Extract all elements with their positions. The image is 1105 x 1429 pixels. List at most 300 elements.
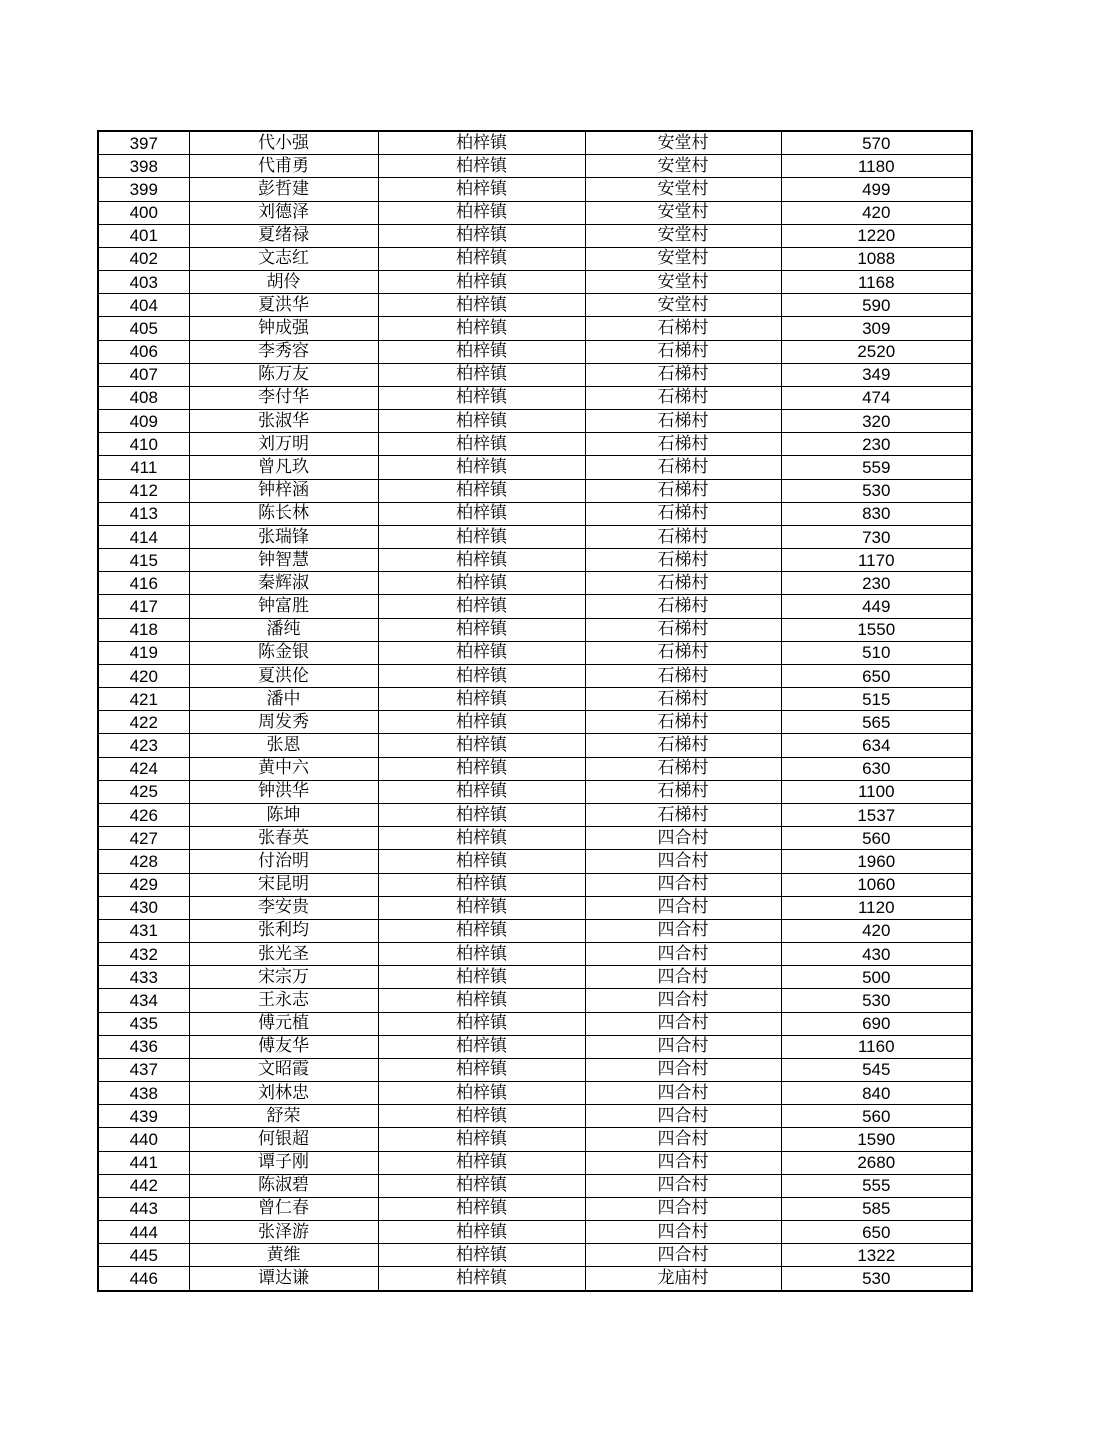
table-row [98,803,972,826]
cell-serial-number: 442 [98,1174,189,1197]
cell-village: 四合村 [585,1221,781,1244]
cell-village: 四合村 [585,989,781,1012]
cell-serial-number: 444 [98,1221,189,1244]
cell-person-name: 钟智慧 [189,549,378,572]
cell-town: 柏梓镇 [378,155,585,178]
cell-serial-number: 436 [98,1035,189,1058]
cell-person-name: 潘纯 [189,618,378,641]
cell-village: 四合村 [585,850,781,873]
cell-serial-number: 438 [98,1082,189,1105]
cell-amount: 560 [781,827,972,850]
cell-serial-number: 404 [98,294,189,317]
cell-village: 石梯村 [585,340,781,363]
cell-serial-number: 418 [98,618,189,641]
cell-serial-number: 402 [98,247,189,270]
cell-town: 柏梓镇 [378,734,585,757]
cell-person-name: 宋昆明 [189,873,378,896]
cell-town: 柏梓镇 [378,803,585,826]
cell-serial-number: 401 [98,224,189,247]
cell-amount: 730 [781,525,972,548]
cell-person-name: 文昭霞 [189,1058,378,1081]
cell-amount: 2680 [781,1151,972,1174]
table-row [98,688,972,711]
cell-person-name: 张瑞锋 [189,525,378,548]
cell-serial-number: 420 [98,664,189,687]
cell-town: 柏梓镇 [378,294,585,317]
cell-amount: 590 [781,294,972,317]
cell-town: 柏梓镇 [378,641,585,664]
table-row [98,294,972,317]
cell-village: 石梯村 [585,780,781,803]
cell-person-name: 谭达谦 [189,1267,378,1291]
cell-serial-number: 405 [98,317,189,340]
cell-town: 柏梓镇 [378,456,585,479]
cell-town: 柏梓镇 [378,572,585,595]
cell-village: 石梯村 [585,502,781,525]
table-row [98,966,972,989]
cell-town: 柏梓镇 [378,827,585,850]
table-row [98,711,972,734]
cell-person-name: 张春英 [189,827,378,850]
table-row [98,247,972,270]
cell-amount: 634 [781,734,972,757]
cell-village: 石梯村 [585,757,781,780]
cell-amount: 830 [781,502,972,525]
cell-person-name: 李付华 [189,386,378,409]
table-row [98,549,972,572]
cell-person-name: 钟洪华 [189,780,378,803]
cell-village: 石梯村 [585,803,781,826]
table-row [98,896,972,919]
table-row [98,1012,972,1035]
cell-serial-number: 434 [98,989,189,1012]
cell-person-name: 刘万明 [189,433,378,456]
cell-amount: 1100 [781,780,972,803]
cell-person-name: 付治明 [189,850,378,873]
cell-amount: 309 [781,317,972,340]
table-row [98,734,972,757]
cell-town: 柏梓镇 [378,1244,585,1267]
cell-serial-number: 446 [98,1267,189,1291]
cell-amount: 499 [781,178,972,201]
cell-village: 四合村 [585,966,781,989]
cell-town: 柏梓镇 [378,873,585,896]
cell-serial-number: 410 [98,433,189,456]
cell-amount: 1537 [781,803,972,826]
cell-serial-number: 408 [98,386,189,409]
table-row [98,757,972,780]
cell-town: 柏梓镇 [378,224,585,247]
cell-person-name: 曾凡玖 [189,456,378,479]
cell-amount: 349 [781,363,972,386]
table-row [98,827,972,850]
cell-person-name: 李秀容 [189,340,378,363]
table-row [98,595,972,618]
cell-person-name: 王永志 [189,989,378,1012]
cell-serial-number: 415 [98,549,189,572]
cell-town: 柏梓镇 [378,479,585,502]
table-row [98,873,972,896]
cell-village: 石梯村 [585,479,781,502]
cell-person-name: 张恩 [189,734,378,757]
cell-town: 柏梓镇 [378,317,585,340]
cell-person-name: 文志红 [189,247,378,270]
cell-amount: 230 [781,572,972,595]
cell-serial-number: 409 [98,410,189,433]
cell-town: 柏梓镇 [378,340,585,363]
cell-person-name: 钟富胜 [189,595,378,618]
cell-serial-number: 431 [98,919,189,942]
cell-person-name: 刘德泽 [189,201,378,224]
cell-person-name: 夏洪华 [189,294,378,317]
cell-amount: 570 [781,131,972,155]
table-row [98,201,972,224]
cell-town: 柏梓镇 [378,688,585,711]
cell-amount: 530 [781,1267,972,1291]
cell-town: 柏梓镇 [378,1151,585,1174]
cell-town: 柏梓镇 [378,711,585,734]
cell-serial-number: 399 [98,178,189,201]
cell-amount: 1550 [781,618,972,641]
cell-village: 四合村 [585,1058,781,1081]
cell-amount: 1170 [781,549,972,572]
table-row [98,1058,972,1081]
cell-town: 柏梓镇 [378,549,585,572]
cell-amount: 500 [781,966,972,989]
cell-amount: 630 [781,757,972,780]
cell-serial-number: 406 [98,340,189,363]
cell-amount: 650 [781,1221,972,1244]
cell-village: 四合村 [585,1012,781,1035]
cell-serial-number: 430 [98,896,189,919]
table-row [98,1197,972,1220]
cell-town: 柏梓镇 [378,525,585,548]
table-row [98,410,972,433]
cell-person-name: 曾仁春 [189,1197,378,1220]
cell-serial-number: 428 [98,850,189,873]
cell-serial-number: 429 [98,873,189,896]
table-row [98,1151,972,1174]
cell-village: 石梯村 [585,734,781,757]
cell-serial-number: 421 [98,688,189,711]
cell-person-name: 代甫勇 [189,155,378,178]
cell-town: 柏梓镇 [378,201,585,224]
cell-person-name: 胡伶 [189,271,378,294]
table-row [98,1128,972,1151]
cell-village: 四合村 [585,1151,781,1174]
cell-amount: 420 [781,201,972,224]
cell-town: 柏梓镇 [378,502,585,525]
table-row [98,525,972,548]
cell-serial-number: 440 [98,1128,189,1151]
cell-village: 安堂村 [585,224,781,247]
cell-town: 柏梓镇 [378,271,585,294]
cell-person-name: 陈金银 [189,641,378,664]
cell-amount: 1168 [781,271,972,294]
cell-amount: 1322 [781,1244,972,1267]
cell-village: 四合村 [585,1105,781,1128]
cell-village: 石梯村 [585,688,781,711]
cell-town: 柏梓镇 [378,618,585,641]
cell-serial-number: 445 [98,1244,189,1267]
cell-amount: 1960 [781,850,972,873]
cell-village: 石梯村 [585,363,781,386]
cell-person-name: 潘中 [189,688,378,711]
table-row [98,618,972,641]
cell-amount: 449 [781,595,972,618]
cell-person-name: 夏洪伦 [189,664,378,687]
cell-serial-number: 432 [98,943,189,966]
cell-town: 柏梓镇 [378,664,585,687]
cell-town: 柏梓镇 [378,178,585,201]
cell-amount: 560 [781,1105,972,1128]
table-row [98,989,972,1012]
table-row [98,386,972,409]
cell-town: 柏梓镇 [378,131,585,155]
cell-serial-number: 416 [98,572,189,595]
table-row [98,1244,972,1267]
cell-village: 安堂村 [585,131,781,155]
table-row [98,1035,972,1058]
cell-serial-number: 437 [98,1058,189,1081]
cell-serial-number: 423 [98,734,189,757]
table-row [98,1267,972,1291]
cell-serial-number: 407 [98,363,189,386]
cell-amount: 1220 [781,224,972,247]
cell-person-name: 周发秀 [189,711,378,734]
cell-village: 石梯村 [585,618,781,641]
cell-village: 四合村 [585,1128,781,1151]
cell-person-name: 宋宗万 [189,966,378,989]
cell-village: 石梯村 [585,433,781,456]
cell-town: 柏梓镇 [378,919,585,942]
cell-serial-number: 411 [98,456,189,479]
cell-village: 四合村 [585,1197,781,1220]
cell-village: 四合村 [585,873,781,896]
cell-amount: 230 [781,433,972,456]
cell-town: 柏梓镇 [378,943,585,966]
table-row [98,641,972,664]
table-row [98,943,972,966]
cell-person-name: 黄中六 [189,757,378,780]
cell-town: 柏梓镇 [378,757,585,780]
table-row [98,317,972,340]
cell-town: 柏梓镇 [378,1035,585,1058]
cell-amount: 1160 [781,1035,972,1058]
cell-town: 柏梓镇 [378,1105,585,1128]
cell-amount: 650 [781,664,972,687]
cell-town: 柏梓镇 [378,780,585,803]
cell-person-name: 代小强 [189,131,378,155]
table-row [98,572,972,595]
roster-table [97,130,973,1292]
cell-amount: 530 [781,479,972,502]
cell-person-name: 陈坤 [189,803,378,826]
cell-village: 安堂村 [585,271,781,294]
cell-amount: 1088 [781,247,972,270]
cell-town: 柏梓镇 [378,896,585,919]
cell-serial-number: 435 [98,1012,189,1035]
cell-person-name: 秦辉淑 [189,572,378,595]
cell-town: 柏梓镇 [378,850,585,873]
cell-person-name: 傅友华 [189,1035,378,1058]
cell-serial-number: 414 [98,525,189,548]
cell-town: 柏梓镇 [378,247,585,270]
cell-amount: 840 [781,1082,972,1105]
cell-serial-number: 427 [98,827,189,850]
cell-serial-number: 397 [98,131,189,155]
cell-village: 石梯村 [585,572,781,595]
cell-village: 石梯村 [585,664,781,687]
table-row [98,456,972,479]
cell-serial-number: 433 [98,966,189,989]
cell-serial-number: 426 [98,803,189,826]
cell-serial-number: 400 [98,201,189,224]
cell-serial-number: 413 [98,502,189,525]
cell-serial-number: 403 [98,271,189,294]
cell-village: 石梯村 [585,549,781,572]
cell-amount: 555 [781,1174,972,1197]
cell-village: 石梯村 [585,711,781,734]
table-row [98,1174,972,1197]
cell-person-name: 刘林忠 [189,1082,378,1105]
table-row [98,271,972,294]
cell-town: 柏梓镇 [378,1267,585,1291]
cell-amount: 474 [781,386,972,409]
cell-town: 柏梓镇 [378,1058,585,1081]
table-row [98,479,972,502]
cell-amount: 565 [781,711,972,734]
cell-town: 柏梓镇 [378,1197,585,1220]
cell-serial-number: 417 [98,595,189,618]
cell-village: 四合村 [585,896,781,919]
cell-town: 柏梓镇 [378,386,585,409]
cell-serial-number: 425 [98,780,189,803]
table-row [98,340,972,363]
cell-village: 四合村 [585,919,781,942]
cell-amount: 530 [781,989,972,1012]
cell-village: 四合村 [585,827,781,850]
cell-amount: 515 [781,688,972,711]
table-row [98,131,972,155]
cell-village: 安堂村 [585,178,781,201]
table-row [98,224,972,247]
cell-person-name: 张光圣 [189,943,378,966]
cell-person-name: 陈长林 [189,502,378,525]
cell-person-name: 何银超 [189,1128,378,1151]
cell-person-name: 夏绪禄 [189,224,378,247]
table-row [98,850,972,873]
table-row [98,919,972,942]
cell-village: 四合村 [585,1174,781,1197]
cell-amount: 690 [781,1012,972,1035]
cell-serial-number: 422 [98,711,189,734]
cell-amount: 2520 [781,340,972,363]
cell-village: 四合村 [585,1082,781,1105]
cell-amount: 430 [781,943,972,966]
roster-table-body [98,131,972,1291]
cell-village: 四合村 [585,1244,781,1267]
cell-person-name: 黄维 [189,1244,378,1267]
cell-person-name: 张泽游 [189,1221,378,1244]
cell-village: 石梯村 [585,641,781,664]
cell-serial-number: 443 [98,1197,189,1220]
cell-town: 柏梓镇 [378,1012,585,1035]
cell-serial-number: 412 [98,479,189,502]
table-row [98,155,972,178]
table-row [98,502,972,525]
cell-village: 安堂村 [585,247,781,270]
cell-person-name: 彭哲建 [189,178,378,201]
cell-person-name: 张利均 [189,919,378,942]
cell-person-name: 陈淑碧 [189,1174,378,1197]
cell-serial-number: 398 [98,155,189,178]
cell-serial-number: 439 [98,1105,189,1128]
table-row [98,433,972,456]
cell-village: 石梯村 [585,386,781,409]
cell-serial-number: 419 [98,641,189,664]
cell-town: 柏梓镇 [378,989,585,1012]
cell-town: 柏梓镇 [378,1174,585,1197]
cell-amount: 1120 [781,896,972,919]
cell-village: 安堂村 [585,294,781,317]
cell-village: 石梯村 [585,595,781,618]
cell-serial-number: 441 [98,1151,189,1174]
cell-serial-number: 424 [98,757,189,780]
table-row [98,664,972,687]
cell-person-name: 钟成强 [189,317,378,340]
cell-amount: 1060 [781,873,972,896]
cell-amount: 420 [781,919,972,942]
cell-village: 安堂村 [585,201,781,224]
cell-amount: 1180 [781,155,972,178]
cell-amount: 585 [781,1197,972,1220]
table-row [98,178,972,201]
cell-amount: 510 [781,641,972,664]
cell-village: 石梯村 [585,525,781,548]
cell-town: 柏梓镇 [378,595,585,618]
table-row [98,1105,972,1128]
cell-amount: 320 [781,410,972,433]
table-row [98,780,972,803]
cell-town: 柏梓镇 [378,966,585,989]
cell-town: 柏梓镇 [378,410,585,433]
cell-town: 柏梓镇 [378,1221,585,1244]
cell-amount: 1590 [781,1128,972,1151]
cell-village: 安堂村 [585,155,781,178]
cell-village: 四合村 [585,1035,781,1058]
table-row [98,1082,972,1105]
cell-town: 柏梓镇 [378,363,585,386]
cell-amount: 545 [781,1058,972,1081]
cell-village: 石梯村 [585,317,781,340]
cell-amount: 559 [781,456,972,479]
cell-person-name: 钟梓涵 [189,479,378,502]
cell-person-name: 张淑华 [189,410,378,433]
cell-village: 龙庙村 [585,1267,781,1291]
cell-town: 柏梓镇 [378,1128,585,1151]
table-row [98,1221,972,1244]
table-row [98,363,972,386]
cell-village: 石梯村 [585,410,781,433]
cell-village: 四合村 [585,943,781,966]
cell-person-name: 傅元植 [189,1012,378,1035]
cell-town: 柏梓镇 [378,1082,585,1105]
cell-person-name: 李安贵 [189,896,378,919]
cell-person-name: 陈万友 [189,363,378,386]
cell-town: 柏梓镇 [378,433,585,456]
cell-person-name: 舒荣 [189,1105,378,1128]
